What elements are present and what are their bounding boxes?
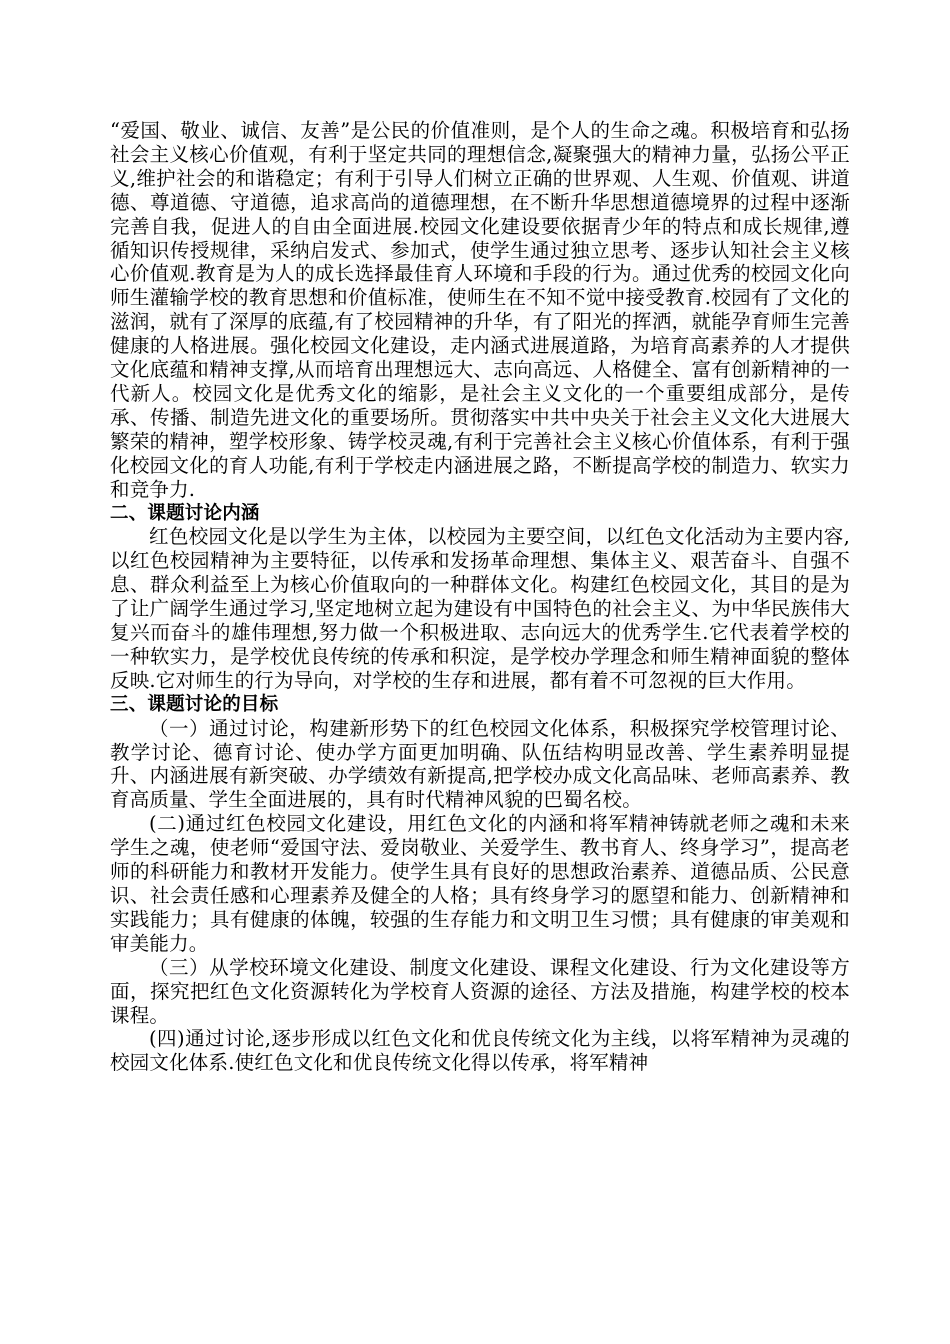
paragraph-goal-three: （三）从学校环境文化建设、制度文化建设、课程文化建设、行为文化建设等方面，探究把红色文化资源转化为学校育人资源的途径、方法及措施，构建学校的校本课程。 [110,955,850,1027]
section-heading-research-goals: 三、课题讨论的目标 [110,693,279,715]
section-heading-research-connotation: 二、课题讨论内涵 [110,502,260,524]
paragraph-goal-four: (四)通过讨论,逐步形成以红色文化和优良传统文化为主线，以将军精神为灵魂的校园文化体系.使红色文化和优良传统文化得以传承，将军精神 [110,1027,850,1075]
paragraph-goal-one: （一）通过讨论，构建新形势下的红色校园文化体系，积极探究学校管理讨论、教学讨论、德育讨论、使办学方面更加明确、队伍结构明显改善、学生素养明显提升、内涵进展有新突破、办学绩效有新提高,把学校办成文化高品味、老师高素养、教育高质量、学生全面进展的，具有时代精神风貌的巴蜀名校。 [110,716,850,812]
paragraph-red-campus-culture: 红色校园文化是以学生为主体，以校园为主要空间，以红色文化活动为主要内容,以红色校园精神为主要特征，以传承和发扬革命理想、集体主义、艰苦奋斗、自强不息、群众利益至上为核心价值取向的一种群体文化。构建红色校园文化，其目的是为了让广阔学生通过学习,坚定地树立起为建设有中国特色的社会主义、为中华民族伟大复兴而奋斗的雄伟理想,努力做一个积极进取、志向远大的优秀学生.它代表着学校的一种软实力，是学校优良传统的传承和积淀，是学校办学理念和师生精神面貌的整体反映.它对师生的行为导向，对学校的生存和进展，都有着不可忽视的巨大作用。 [110,525,850,692]
paragraph-goal-two: (二)通过红色校园文化建设，用红色文化的内涵和将军精神铸就老师之魂和未来学生之魂，使老师“爱国守法、爱岗敬业、关爱学生、教书育人、终身学习”，提高老师的科研能力和教材开发能力。使学生具有良好的思想政治素养、道德品质、公民意识、社会责任感和心理素养及健全的人格；具有终身学习的愿望和能力、创新精神和实践能力；具有健康的体魄，较强的生存能力和文明卫生习惯；具有健康的审美观和审美能力。 [110,812,850,955]
document-page [110,119,850,1075]
paragraph-core-values: “爱国、敬业、诚信、友善”是公民的价值准则，是个人的生命之魂。积极培育和弘扬社会主义核心价值观，有利于坚定共同的理想信念,凝聚强大的精神力量，弘扬公平正义,维护社会的和谐稳定；有利于引导人们树立正确的世界观、人生观、价值观、讲道德、尊道德、守道德，追求高尚的道德理想，在不断升华思想道德境界的过程中逐渐完善自我，促进人的自由全面进展.校园文化建设要依据青少年的特点和成长规律,遵循知识传授规律，采纳启发式、参加式，使学生通过独立思考、逐步认知社会主义核心价值观.教育是为人的成长选择最佳育人环境和手段的行为。通过优秀的校园文化向师生灌输学校的教育思想和价值标准，使师生在不知不觉中接受教育.校园有了文化的滋润，就有了深厚的底蕴,有了校园精神的升华，有了阳光的挥洒，就能孕育师生完善健康的人格进展。强化校园文化建设，走内涵式进展道路，为培育高素养的人才提供文化底蕴和精神支撑,从而培育出理想远大、志向高远、人格健全、富有创新精神的一代新人。校园文化是优秀文化的缩影，是社会主义文化的一个重要组成部分，是传承、传播、制造先进文化的重要场所。贯彻落实中共中央关于社会主义文化大进展大繁荣的精神，塑学校形象、铸学校灵魂,有利于完善社会主义核心价值体系，有利于强化校园文化的育人功能,有利于学校走内涵进展之路，不断提高学校的制造力、软实力和竞争力. [110,119,850,501]
